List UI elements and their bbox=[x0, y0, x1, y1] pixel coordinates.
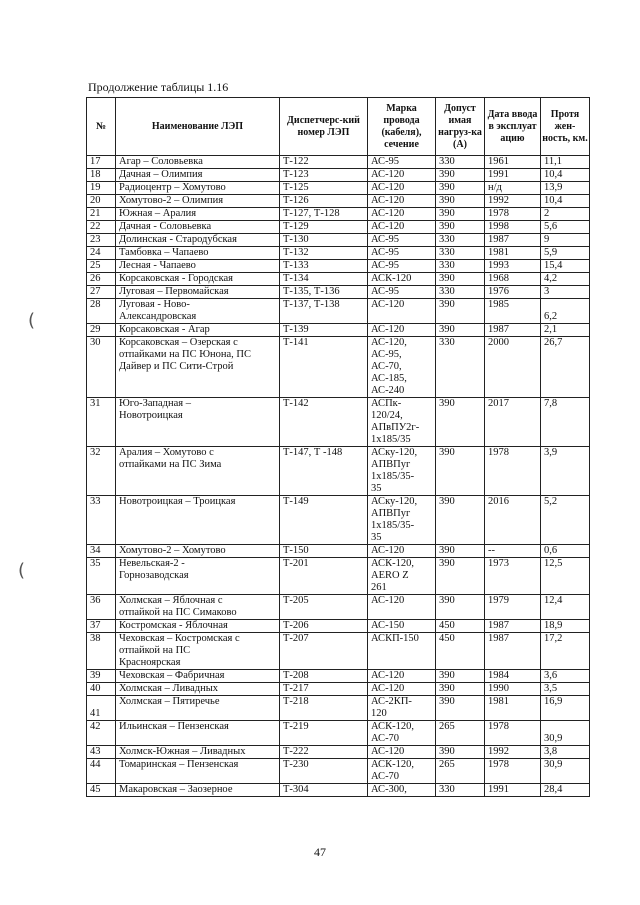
cell-line-name: Юго-Западная – Новотроицкая bbox=[116, 398, 280, 447]
cell-line-name: Лесная - Чапаево bbox=[116, 260, 280, 273]
cell-dispatch-number: Т-207 bbox=[280, 633, 368, 670]
cell-commissioning-date: 1990 bbox=[485, 683, 541, 696]
header-wire-brand: Марка провода (кабеля), сечение bbox=[368, 98, 436, 156]
table-row bbox=[87, 696, 590, 721]
cell-wire-brand: АС-95 bbox=[368, 260, 436, 273]
table-row bbox=[87, 447, 590, 496]
cell-wire-brand: АС-95 bbox=[368, 156, 436, 169]
header-num: № bbox=[87, 98, 116, 156]
cell-permissible-load: 390 bbox=[436, 208, 485, 221]
cell-length: 10,4 bbox=[541, 169, 590, 182]
cell-num: 28 bbox=[87, 299, 116, 324]
cell-dispatch-number: Т-135, Т-136 bbox=[280, 286, 368, 299]
cell-commissioning-date: 1984 bbox=[485, 670, 541, 683]
cell-line-name: Южная – Аралия bbox=[116, 208, 280, 221]
cell-permissible-load: 330 bbox=[436, 337, 485, 398]
cell-wire-brand: АС-120 bbox=[368, 169, 436, 182]
cell-commissioning-date: 1968 bbox=[485, 273, 541, 286]
cell-commissioning-date: 2000 bbox=[485, 337, 541, 398]
cell-num: 26 bbox=[87, 273, 116, 286]
cell-wire-brand: АС-150 bbox=[368, 620, 436, 633]
cell-dispatch-number: Т-125 bbox=[280, 182, 368, 195]
cell-dispatch-number: Т-206 bbox=[280, 620, 368, 633]
cell-num: 36 bbox=[87, 595, 116, 620]
cell-line-name: Дачная – Олимпия bbox=[116, 169, 280, 182]
cell-num: 27 bbox=[87, 286, 116, 299]
table-row bbox=[87, 195, 590, 208]
table-row bbox=[87, 683, 590, 696]
cell-dispatch-number: Т-130 bbox=[280, 234, 368, 247]
cell-dispatch-number: Т-132 bbox=[280, 247, 368, 260]
cell-commissioning-date: 1981 bbox=[485, 696, 541, 721]
cell-permissible-load: 330 bbox=[436, 156, 485, 169]
cell-num: 20 bbox=[87, 195, 116, 208]
cell-wire-brand: АС-120 bbox=[368, 182, 436, 195]
cell-dispatch-number: Т-126 bbox=[280, 195, 368, 208]
cell-permissible-load: 330 bbox=[436, 784, 485, 797]
power-lines-table-wrapper bbox=[86, 97, 589, 797]
cell-num: 43 bbox=[87, 746, 116, 759]
cell-num: 21 bbox=[87, 208, 116, 221]
cell-dispatch-number: Т-142 bbox=[280, 398, 368, 447]
cell-length: 26,7 bbox=[541, 337, 590, 398]
cell-permissible-load: 390 bbox=[436, 746, 485, 759]
margin-bracket-mark: ( bbox=[28, 310, 36, 331]
cell-line-name: Корсаковская - Городская bbox=[116, 273, 280, 286]
cell-length: 2,1 bbox=[541, 324, 590, 337]
cell-dispatch-number: Т-304 bbox=[280, 784, 368, 797]
table-row bbox=[87, 746, 590, 759]
cell-commissioning-date: 1978 bbox=[485, 208, 541, 221]
cell-length: 12,5 bbox=[541, 558, 590, 595]
cell-permissible-load: 390 bbox=[436, 595, 485, 620]
cell-commissioning-date: 1987 bbox=[485, 633, 541, 670]
cell-permissible-load: 390 bbox=[436, 670, 485, 683]
cell-wire-brand: АС-120 bbox=[368, 746, 436, 759]
cell-permissible-load: 390 bbox=[436, 398, 485, 447]
cell-wire-brand: АС-95 bbox=[368, 247, 436, 260]
cell-num: 42 bbox=[87, 721, 116, 746]
cell-wire-brand: АСПк- 120/24, АПвПУ2г- 1х185/35 bbox=[368, 398, 436, 447]
cell-num: 44 bbox=[87, 759, 116, 784]
cell-num: 19 bbox=[87, 182, 116, 195]
cell-commissioning-date: 1978 bbox=[485, 447, 541, 496]
cell-dispatch-number: Т-129 bbox=[280, 221, 368, 234]
table-row bbox=[87, 299, 590, 324]
cell-commissioning-date: 1985 bbox=[485, 299, 541, 324]
cell-commissioning-date: 1991 bbox=[485, 169, 541, 182]
cell-commissioning-date: 1978 bbox=[485, 721, 541, 746]
cell-length: 13,9 bbox=[541, 182, 590, 195]
table-row bbox=[87, 337, 590, 398]
cell-dispatch-number: Т-218 bbox=[280, 696, 368, 721]
cell-line-name: Долинская - Стародубская bbox=[116, 234, 280, 247]
page-number: 47 bbox=[314, 845, 326, 859]
table-caption: Продолжение таблицы 1.16 bbox=[88, 80, 229, 94]
cell-dispatch-number: Т-133 bbox=[280, 260, 368, 273]
header-length: Протя жен-ность, км. bbox=[541, 98, 590, 156]
cell-line-name: Невельская-2 - Горнозаводская bbox=[116, 558, 280, 595]
cell-line-name: Луговая - Ново- Александровская bbox=[116, 299, 280, 324]
cell-wire-brand: АС-120 bbox=[368, 324, 436, 337]
cell-wire-brand: АС-120 bbox=[368, 208, 436, 221]
cell-dispatch-number: Т-141 bbox=[280, 337, 368, 398]
cell-wire-brand: АСК-120 bbox=[368, 273, 436, 286]
cell-num: 31 bbox=[87, 398, 116, 447]
table-row bbox=[87, 260, 590, 273]
cell-wire-brand: АСКП-150 bbox=[368, 633, 436, 670]
cell-length: 0,6 bbox=[541, 545, 590, 558]
cell-num: 34 bbox=[87, 545, 116, 558]
cell-dispatch-number: Т-147, Т -148 bbox=[280, 447, 368, 496]
cell-permissible-load: 265 bbox=[436, 721, 485, 746]
cell-dispatch-number: Т-149 bbox=[280, 496, 368, 545]
cell-permissible-load: 390 bbox=[436, 221, 485, 234]
cell-line-name: Холмская – Ливадных bbox=[116, 683, 280, 696]
cell-num: 33 bbox=[87, 496, 116, 545]
cell-permissible-load: 330 bbox=[436, 234, 485, 247]
cell-permissible-load: 450 bbox=[436, 620, 485, 633]
cell-dispatch-number: Т-230 bbox=[280, 759, 368, 784]
cell-dispatch-number: Т-217 bbox=[280, 683, 368, 696]
cell-num: 38 bbox=[87, 633, 116, 670]
table-row bbox=[87, 496, 590, 545]
cell-commissioning-date: 1987 bbox=[485, 324, 541, 337]
cell-wire-brand: АС-300, bbox=[368, 784, 436, 797]
header-permissible-load: Допуст имая нагруз-ка (А) bbox=[436, 98, 485, 156]
cell-line-name: Аралия – Хомутово с отпайками на ПС Зима bbox=[116, 447, 280, 496]
cell-permissible-load: 390 bbox=[436, 558, 485, 595]
cell-dispatch-number: Т-219 bbox=[280, 721, 368, 746]
cell-commissioning-date: 1992 bbox=[485, 195, 541, 208]
cell-num: 29 bbox=[87, 324, 116, 337]
header-name: Наименование ЛЭП bbox=[116, 98, 280, 156]
cell-commissioning-date: 1991 bbox=[485, 784, 541, 797]
cell-length: 3,9 bbox=[541, 447, 590, 496]
table-row bbox=[87, 633, 590, 670]
cell-wire-brand: АС-120 bbox=[368, 195, 436, 208]
cell-permissible-load: 390 bbox=[436, 545, 485, 558]
cell-dispatch-number: Т-123 bbox=[280, 169, 368, 182]
cell-commissioning-date: 2017 bbox=[485, 398, 541, 447]
cell-permissible-load: 390 bbox=[436, 195, 485, 208]
cell-commissioning-date: 1981 bbox=[485, 247, 541, 260]
cell-commissioning-date: 1987 bbox=[485, 234, 541, 247]
cell-length: 30,9 bbox=[541, 721, 590, 746]
table-row bbox=[87, 558, 590, 595]
cell-length: 5,9 bbox=[541, 247, 590, 260]
cell-permissible-load: 330 bbox=[436, 260, 485, 273]
cell-line-name: Костромская - Яблочная bbox=[116, 620, 280, 633]
cell-num: 35 bbox=[87, 558, 116, 595]
table-row bbox=[87, 620, 590, 633]
cell-line-name: Дачная - Соловьевка bbox=[116, 221, 280, 234]
table-row bbox=[87, 234, 590, 247]
table-row bbox=[87, 759, 590, 784]
cell-commissioning-date: 1973 bbox=[485, 558, 541, 595]
cell-length: 30,9 bbox=[541, 759, 590, 784]
cell-line-name: Луговая – Первомайская bbox=[116, 286, 280, 299]
cell-wire-brand: АС-95 bbox=[368, 286, 436, 299]
table-row bbox=[87, 286, 590, 299]
cell-num: 45 bbox=[87, 784, 116, 797]
table-row bbox=[87, 169, 590, 182]
cell-commissioning-date: 1998 bbox=[485, 221, 541, 234]
cell-permissible-load: 390 bbox=[436, 169, 485, 182]
cell-dispatch-number: Т-201 bbox=[280, 558, 368, 595]
cell-permissible-load: 390 bbox=[436, 696, 485, 721]
cell-line-name: Чеховская – Фабричная bbox=[116, 670, 280, 683]
cell-length: 28,4 bbox=[541, 784, 590, 797]
cell-permissible-load: 390 bbox=[436, 324, 485, 337]
cell-permissible-load: 390 bbox=[436, 273, 485, 286]
cell-wire-brand: АС-120 bbox=[368, 683, 436, 696]
cell-num: 22 bbox=[87, 221, 116, 234]
cell-length: 10,4 bbox=[541, 195, 590, 208]
table-row bbox=[87, 721, 590, 746]
table-row bbox=[87, 324, 590, 337]
cell-wire-brand: АСК-120, АС-70 bbox=[368, 721, 436, 746]
cell-line-name: Ильинская – Пензенская bbox=[116, 721, 280, 746]
cell-length: 5,2 bbox=[541, 496, 590, 545]
table-row bbox=[87, 221, 590, 234]
table-row bbox=[87, 398, 590, 447]
table-row bbox=[87, 208, 590, 221]
header-dispatch-number: Диспетчерс-кий номер ЛЭП bbox=[280, 98, 368, 156]
cell-commissioning-date: 1993 bbox=[485, 260, 541, 273]
cell-line-name: Хомутово-2 – Хомутово bbox=[116, 545, 280, 558]
cell-wire-brand: АС-95 bbox=[368, 234, 436, 247]
cell-length: 17,2 bbox=[541, 633, 590, 670]
cell-wire-brand: АС-120 bbox=[368, 670, 436, 683]
cell-commissioning-date: 1987 bbox=[485, 620, 541, 633]
cell-wire-brand: АС-120, АС-95, АС-70, АС-185, АС-240 bbox=[368, 337, 436, 398]
cell-num: 41 bbox=[87, 696, 116, 721]
table-row bbox=[87, 156, 590, 169]
cell-length: 5,6 bbox=[541, 221, 590, 234]
cell-line-name: Корсаковская - Агар bbox=[116, 324, 280, 337]
cell-length: 7,8 bbox=[541, 398, 590, 447]
cell-dispatch-number: Т-122 bbox=[280, 156, 368, 169]
cell-length: 3,8 bbox=[541, 746, 590, 759]
cell-dispatch-number: Т-205 bbox=[280, 595, 368, 620]
table-header-row bbox=[87, 98, 590, 156]
cell-permissible-load: 390 bbox=[436, 496, 485, 545]
margin-bracket-mark: ( bbox=[18, 560, 26, 581]
cell-wire-brand: АСку-120, АПВПуг 1х185/35- 35 bbox=[368, 496, 436, 545]
cell-line-name: Хомутово-2 – Олимпия bbox=[116, 195, 280, 208]
table-row bbox=[87, 595, 590, 620]
cell-wire-brand: АСК-120, AERO Z 261 bbox=[368, 558, 436, 595]
cell-wire-brand: АСК-120, АС-70 bbox=[368, 759, 436, 784]
cell-length: 3 bbox=[541, 286, 590, 299]
cell-permissible-load: 330 bbox=[436, 286, 485, 299]
cell-length: 9 bbox=[541, 234, 590, 247]
cell-commissioning-date: 1976 bbox=[485, 286, 541, 299]
cell-num: 30 bbox=[87, 337, 116, 398]
cell-line-name: Чеховская – Костромская с отпайкой на ПС Красноярская bbox=[116, 633, 280, 670]
table-row bbox=[87, 784, 590, 797]
cell-num: 17 bbox=[87, 156, 116, 169]
cell-length: 4,2 bbox=[541, 273, 590, 286]
cell-dispatch-number: Т-137, Т-138 bbox=[280, 299, 368, 324]
cell-wire-brand: АСку-120, АПВПуг 1х185/35- 35 bbox=[368, 447, 436, 496]
cell-permissible-load: 330 bbox=[436, 247, 485, 260]
cell-wire-brand: АС-120 bbox=[368, 545, 436, 558]
table-row bbox=[87, 670, 590, 683]
cell-length: 6,2 bbox=[541, 299, 590, 324]
cell-dispatch-number: Т-208 bbox=[280, 670, 368, 683]
cell-length: 12,4 bbox=[541, 595, 590, 620]
cell-num: 37 bbox=[87, 620, 116, 633]
cell-dispatch-number: Т-127, Т-128 bbox=[280, 208, 368, 221]
cell-commissioning-date: н/д bbox=[485, 182, 541, 195]
cell-line-name: Макаровская – Заозерное bbox=[116, 784, 280, 797]
cell-commissioning-date: -- bbox=[485, 545, 541, 558]
cell-permissible-load: 390 bbox=[436, 683, 485, 696]
cell-num: 32 bbox=[87, 447, 116, 496]
cell-permissible-load: 390 bbox=[436, 447, 485, 496]
cell-dispatch-number: Т-139 bbox=[280, 324, 368, 337]
cell-line-name: Холмск-Южная – Ливадных bbox=[116, 746, 280, 759]
cell-line-name: Корсаковская – Озерская с отпайками на ПС Юнона, ПС Дайвер и ПС Сити-Строй bbox=[116, 337, 280, 398]
power-lines-table bbox=[86, 97, 590, 797]
cell-line-name: Радиоцентр – Хомутово bbox=[116, 182, 280, 195]
cell-line-name: Тамбовка – Чапаево bbox=[116, 247, 280, 260]
cell-length: 11,1 bbox=[541, 156, 590, 169]
cell-wire-brand: АС-120 bbox=[368, 299, 436, 324]
cell-wire-brand: АС-120 bbox=[368, 595, 436, 620]
table-row bbox=[87, 247, 590, 260]
cell-permissible-load: 390 bbox=[436, 182, 485, 195]
cell-dispatch-number: Т-150 bbox=[280, 545, 368, 558]
cell-permissible-load: 265 bbox=[436, 759, 485, 784]
table-row bbox=[87, 273, 590, 286]
cell-line-name: Томаринская – Пензенская bbox=[116, 759, 280, 784]
header-commissioning-date: Дата ввода в эксплуат ацию bbox=[485, 98, 541, 156]
cell-length: 18,9 bbox=[541, 620, 590, 633]
cell-permissible-load: 450 bbox=[436, 633, 485, 670]
cell-length: 2 bbox=[541, 208, 590, 221]
cell-dispatch-number: Т-222 bbox=[280, 746, 368, 759]
table-row bbox=[87, 545, 590, 558]
cell-line-name: Холмская – Яблочная с отпайкой на ПС Симаково bbox=[116, 595, 280, 620]
cell-wire-brand: АС-2КП- 120 bbox=[368, 696, 436, 721]
cell-length: 15,4 bbox=[541, 260, 590, 273]
table-row bbox=[87, 182, 590, 195]
cell-num: 39 bbox=[87, 670, 116, 683]
cell-line-name: Агар – Соловьевка bbox=[116, 156, 280, 169]
cell-commissioning-date: 1979 bbox=[485, 595, 541, 620]
cell-num: 25 bbox=[87, 260, 116, 273]
cell-commissioning-date: 2016 bbox=[485, 496, 541, 545]
cell-length: 16,9 bbox=[541, 696, 590, 721]
cell-length: 3,5 bbox=[541, 683, 590, 696]
cell-line-name: Новотроицкая – Троицкая bbox=[116, 496, 280, 545]
cell-dispatch-number: Т-134 bbox=[280, 273, 368, 286]
cell-commissioning-date: 1992 bbox=[485, 746, 541, 759]
cell-num: 40 bbox=[87, 683, 116, 696]
table-body bbox=[87, 156, 590, 797]
cell-num: 24 bbox=[87, 247, 116, 260]
cell-num: 23 bbox=[87, 234, 116, 247]
cell-commissioning-date: 1961 bbox=[485, 156, 541, 169]
cell-line-name: Холмская – Пятиречье bbox=[116, 696, 280, 721]
cell-permissible-load: 390 bbox=[436, 299, 485, 324]
cell-length: 3,6 bbox=[541, 670, 590, 683]
cell-num: 18 bbox=[87, 169, 116, 182]
cell-commissioning-date: 1978 bbox=[485, 759, 541, 784]
cell-wire-brand: АС-120 bbox=[368, 221, 436, 234]
